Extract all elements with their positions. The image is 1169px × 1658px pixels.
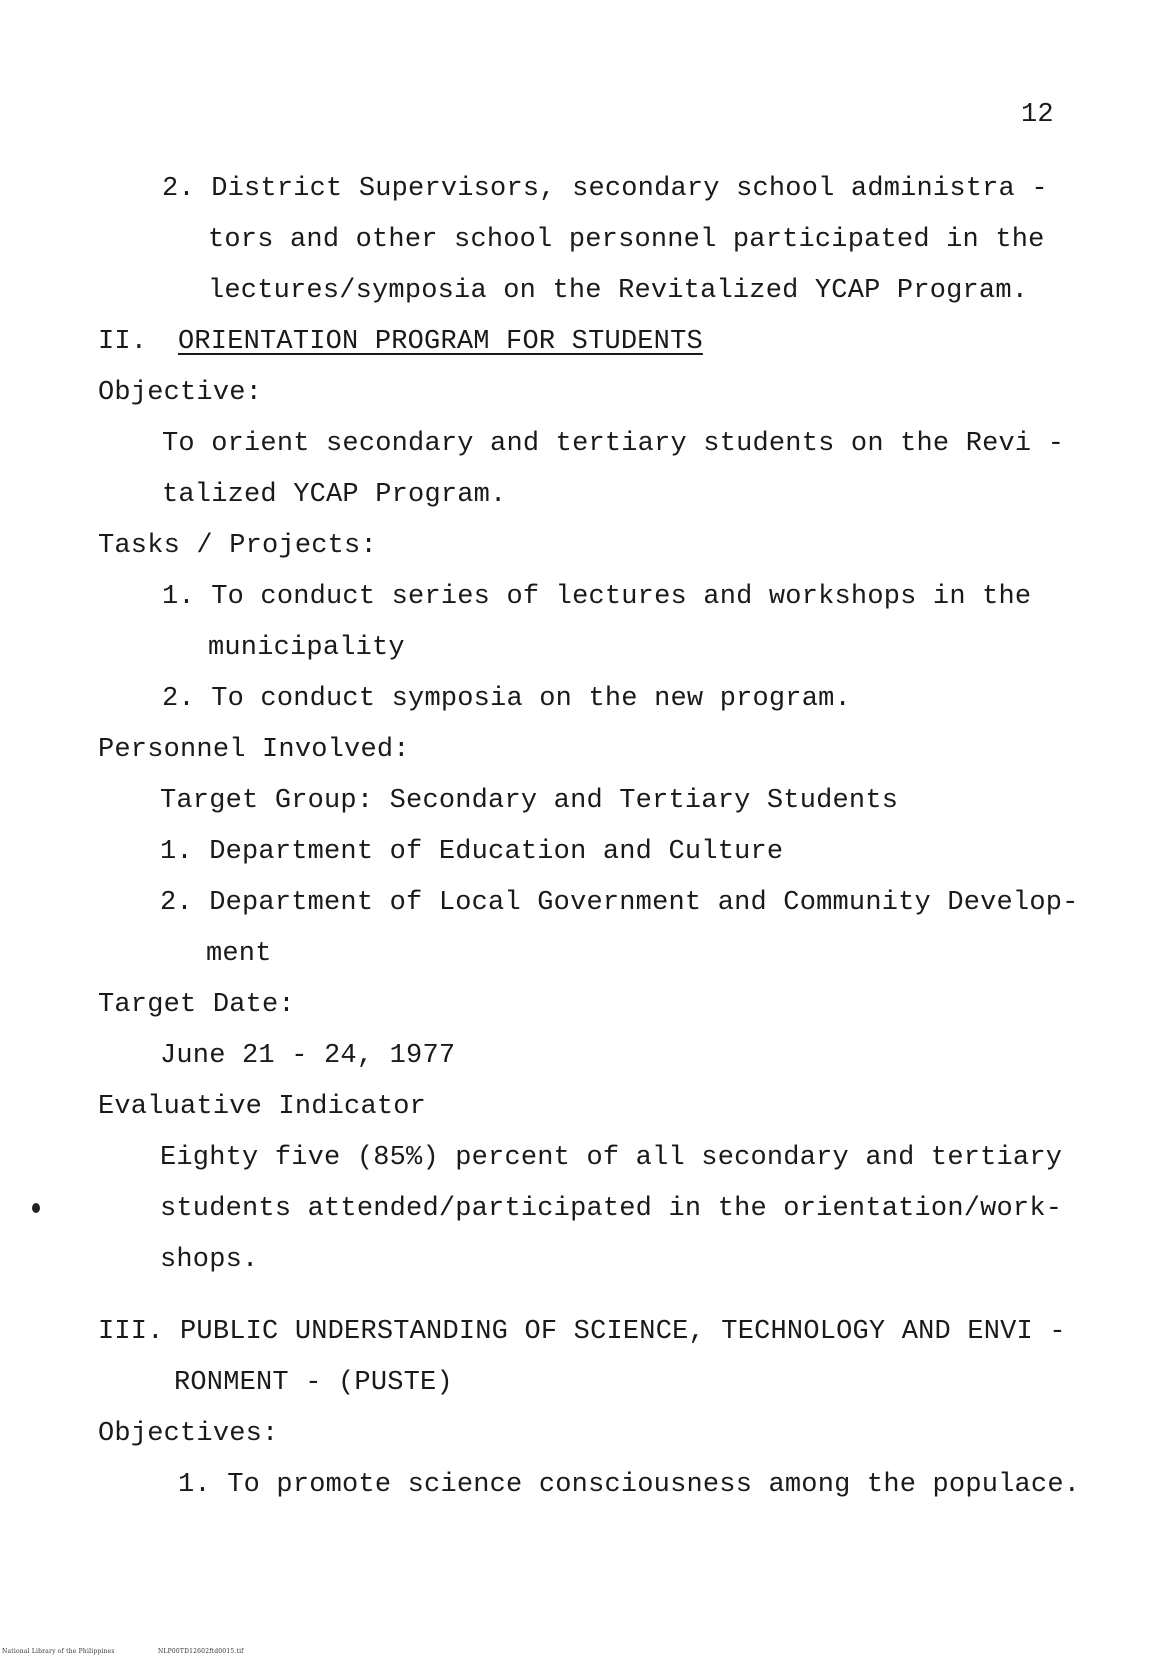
- scan-speck: [32, 1203, 40, 1213]
- section-number: II.: [98, 327, 148, 357]
- text-line: 2. Department of Local Government and Community Develop-: [160, 888, 1079, 918]
- text-line: lectures/symposia on the Revitalized YCAP Program.: [208, 276, 1029, 306]
- section-heading-cont: RONMENT - (PUSTE): [174, 1368, 453, 1398]
- text-line: 1. To promote science consciousness among the populace.: [178, 1470, 1081, 1500]
- text-line: 1. To conduct series of lectures and workshops in the: [162, 582, 1032, 612]
- subheading: Target Date:: [98, 990, 295, 1020]
- subheading: Objectives:: [98, 1419, 279, 1449]
- page-number: 12: [1021, 100, 1054, 130]
- section-heading: ORIENTATION PROGRAM FOR STUDENTS: [178, 327, 703, 357]
- text-line: 1. Department of Education and Culture: [160, 837, 784, 867]
- subheading: Evaluative Indicator: [98, 1092, 427, 1122]
- text-line: talized YCAP Program.: [162, 480, 507, 510]
- subheading: Personnel Involved:: [98, 735, 410, 765]
- target-date: June 21 - 24, 1977: [160, 1041, 456, 1071]
- footer-library: National Library of the Philippines: [2, 1648, 115, 1655]
- subheading: Objective:: [98, 378, 263, 408]
- text-line: 2. District Supervisors, secondary school administra -: [162, 174, 1048, 204]
- subheading: Tasks / Projects:: [98, 531, 377, 561]
- text-line: ment: [206, 939, 272, 969]
- text-line: To orient secondary and tertiary students on the Revi -: [162, 429, 1065, 459]
- text-line: 2. To conduct symposia on the new program.: [162, 684, 851, 714]
- text-line: students attended/participated in the orientation/work-: [160, 1194, 1063, 1224]
- section-heading: III. PUBLIC UNDERSTANDING OF SCIENCE, TECHNOLOGY AND ENVI -: [98, 1317, 1066, 1347]
- text-line: shops.: [160, 1245, 259, 1275]
- text-line: Eighty five (85%) percent of all secondary and tertiary: [160, 1143, 1063, 1173]
- text-line: tors and other school personnel participated in the: [208, 225, 1045, 255]
- text-line: municipality: [208, 633, 405, 663]
- footer-filename: NLP00TD12602ftd0015.tif: [158, 1648, 244, 1655]
- text-line: Target Group: Secondary and Tertiary Students: [160, 786, 899, 816]
